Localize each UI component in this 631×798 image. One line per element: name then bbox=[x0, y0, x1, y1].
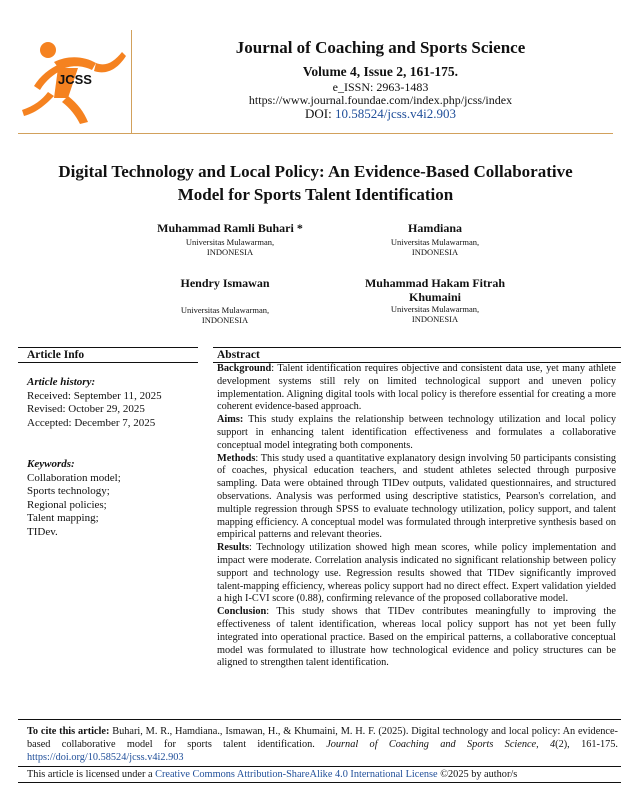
author-name: Muhammad Ramli Buhari * bbox=[157, 221, 303, 235]
abstract-body bbox=[217, 363, 616, 670]
keyword-item: Collaboration model; bbox=[27, 471, 121, 484]
results-label: Results bbox=[217, 542, 250, 554]
author-affiliation: Universitas Mulawarman, bbox=[390, 237, 480, 247]
article-history bbox=[27, 376, 205, 430]
citation-block bbox=[27, 726, 618, 764]
paper-title-line-2: Model for Sports Talent Identification bbox=[177, 185, 454, 204]
journal-issn: e_ISSN: 2963-1483 bbox=[332, 80, 429, 94]
abstract-conclusion bbox=[217, 606, 616, 670]
conclusion-text: : This study shows that TIDev contributes meaningfully to improving the effectiveness of talent identification, whereas local policy support has not yet been fully integrated into operational practice. Based on the empirical patterns, a collaborative conceptual model was formulated to illustrate how technological evidence and policy structures can be aligned to strengthen talent identification. bbox=[217, 606, 616, 669]
background-text: : Talent identification requires objective and consistent data use, yet many athlete development systems still rely on limited technological support and uneven policy implementation. Aligning digital tools with local policy is therefore essential for creating a more coherent evidence-based approach. bbox=[217, 363, 616, 413]
abstract-methods bbox=[217, 453, 616, 543]
background-label: Background bbox=[217, 363, 272, 374]
article-info-heading: Article Info bbox=[27, 349, 85, 361]
history-label: Article history: bbox=[27, 376, 96, 388]
conclusion-label: Conclusion bbox=[217, 606, 267, 618]
abstract-top-rule bbox=[213, 347, 621, 348]
author-name: Hamdiana bbox=[407, 221, 462, 235]
keyword-item: TIDev. bbox=[27, 525, 58, 538]
author-country: INDONESIA bbox=[201, 315, 249, 325]
journal-volume: Volume 4, Issue 2, 161-175. bbox=[302, 64, 459, 79]
results-text: : Technology utilization showed high mean scores, while policy implementation and impact were moderate. Correlation analysis indicated no significant relationship between policy support and technology use. Regression results showed that TIDev significantly improved talent-mapping efficiency, whereas policy support had no direct effect. Expert validation yielded a high I-CVI score (0.88), confirming relevance of the proposed collaborative model. bbox=[217, 542, 616, 605]
accepted-date: Accepted: December 7, 2025 bbox=[27, 416, 156, 429]
article-info-top-rule bbox=[18, 347, 198, 348]
citation-top-rule bbox=[18, 719, 621, 720]
keyword-item: Talent mapping; bbox=[27, 512, 99, 524]
author-affiliation: Universitas Mulawarman, bbox=[390, 304, 480, 314]
aims-label: Aims: bbox=[217, 414, 244, 426]
author-name-line-1: Muhammad Hakam Fitrah bbox=[364, 276, 505, 290]
journal-doi bbox=[133, 106, 628, 122]
keyword-item: Regional policies; bbox=[27, 498, 107, 511]
keywords-block bbox=[27, 458, 205, 539]
author-country: INDONESIA bbox=[411, 247, 459, 257]
license-prefix: This article is licensed under a bbox=[27, 769, 156, 780]
author-country: INDONESIA bbox=[206, 247, 254, 257]
citation-journal: Journal of Coaching and Sports Science, 4 bbox=[326, 738, 556, 750]
citation-label: To cite this article: bbox=[27, 726, 110, 737]
abstract-aims bbox=[217, 414, 616, 452]
license-bottom-rule bbox=[18, 782, 621, 783]
abstract-heading: Abstract bbox=[217, 349, 260, 361]
revised-date: Revised: October 29, 2025 bbox=[27, 403, 145, 415]
license-suffix: ©2025 by author/s bbox=[437, 769, 518, 780]
author-1 bbox=[120, 221, 340, 257]
journal-name: Journal of Coaching and Sports Science bbox=[235, 38, 526, 57]
paper-title-line-1: Digital Technology and Local Policy: An Evidence-Based Collaborative bbox=[58, 162, 573, 181]
doi-prefix: DOI: bbox=[305, 106, 335, 121]
citation-doi-link[interactable]: https://doi.org/10.58524/jcss.v4i2.903 bbox=[27, 751, 184, 763]
methods-label: Methods bbox=[217, 452, 256, 464]
keyword-item: Sports technology; bbox=[27, 485, 110, 497]
doi-link[interactable]: 10.58524/jcss.v4i2.903 bbox=[334, 106, 456, 121]
article-info-bottom-rule bbox=[18, 362, 198, 363]
running-figure-icon bbox=[18, 40, 128, 125]
header-divider bbox=[131, 30, 132, 133]
author-4 bbox=[330, 276, 540, 324]
license-link[interactable]: Creative Commons Attribution-ShareAlike 4.0 International License bbox=[155, 769, 438, 780]
journal-url[interactable]: https://www.journal.foundae.com/index.php/jcss/index bbox=[248, 93, 513, 107]
aims-text: This study explains the relationship between technology utilization and local policy support in enhancing talent identification effectiveness and formulates a collaborative conceptual model integrating both components. bbox=[217, 414, 616, 451]
author-2 bbox=[330, 221, 540, 257]
citation-issue: (2), 161-175. bbox=[555, 738, 618, 750]
license-line bbox=[27, 768, 618, 781]
journal-logo bbox=[18, 40, 128, 125]
author-3 bbox=[120, 276, 330, 325]
author-name: Hendry Ismawan bbox=[180, 276, 270, 290]
header-rule bbox=[18, 133, 613, 134]
author-name-line-2: Khumaini bbox=[408, 290, 462, 304]
abstract-results bbox=[217, 542, 616, 606]
license-top-rule bbox=[18, 766, 621, 767]
abstract-background bbox=[217, 363, 616, 414]
author-affiliation: Universitas Mulawarman, bbox=[180, 305, 270, 315]
received-date: Received: September 11, 2025 bbox=[27, 389, 162, 402]
citation-text: Buhari, M. R., Hamdiana., Ismawan, H., & Khumaini, M. H. F. (2025). Digital technology and local policy: An evidence-based collaborative model for sports talent identification. bbox=[27, 726, 618, 750]
keywords-label: Keywords: bbox=[27, 458, 75, 470]
methods-text: : This study used a quantitative explanatory design involving 50 participants consisting of coaches, physical education teachers, and student athletes selected through purposive sampling. Data were obtained through TIDev outputs, validated questionnaires, and structured observations. Analysis was performed using descriptive statistics, Pearson's correlation, and multiple regression through SPSS to evaluate technology utilization, policy support, and talent mapping efficiency. A conceptual model was formulated through interpretive synthesis based on empirical patterns and relevant theories. bbox=[217, 452, 616, 541]
logo-text: JCSS bbox=[58, 72, 92, 87]
author-country: INDONESIA bbox=[411, 314, 459, 324]
author-affiliation: Universitas Mulawarman, bbox=[185, 237, 275, 247]
paper-title bbox=[20, 160, 611, 206]
